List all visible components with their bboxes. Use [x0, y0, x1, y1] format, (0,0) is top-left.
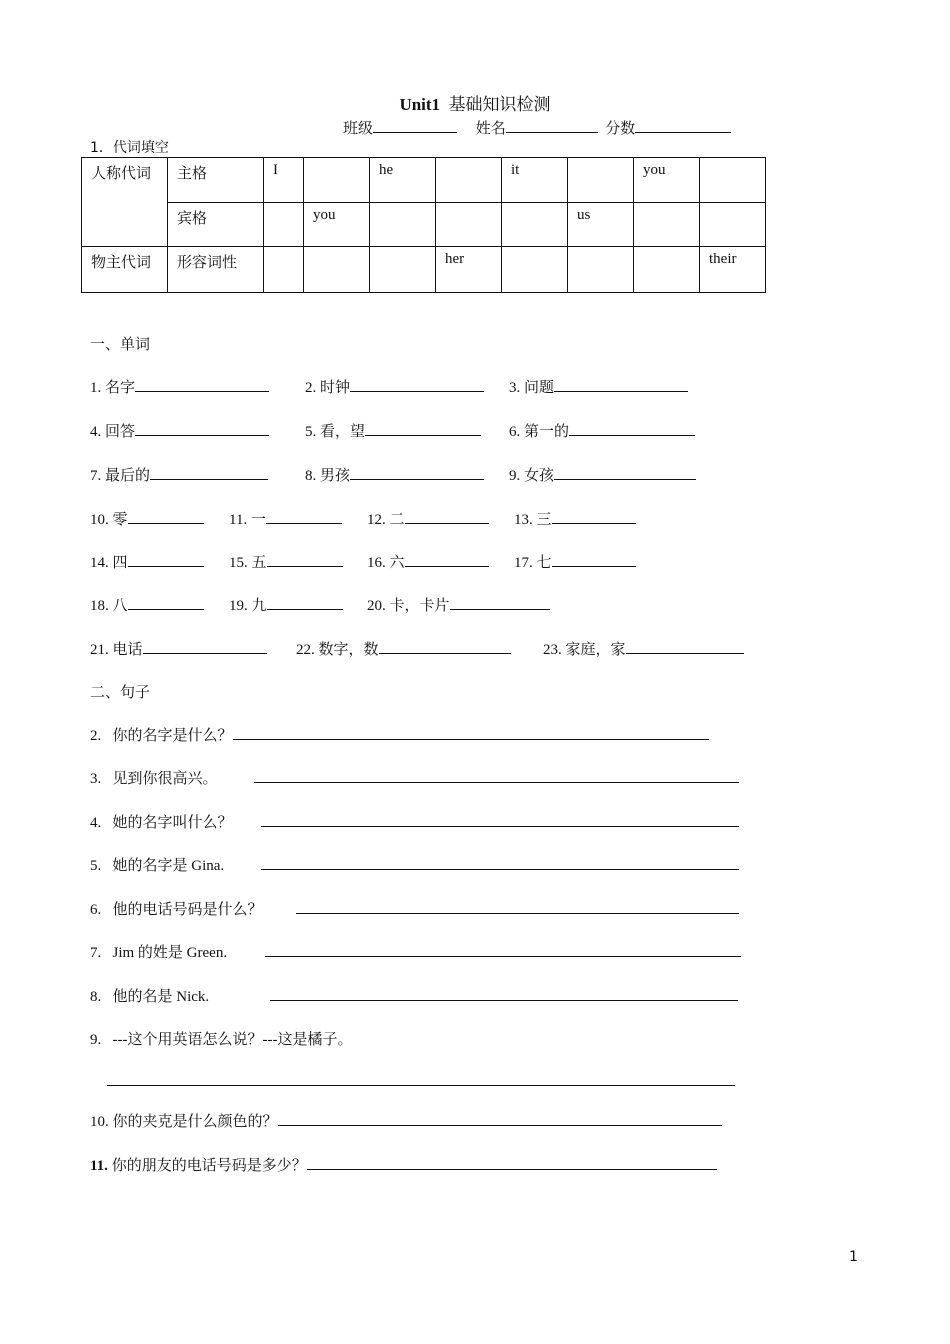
table-row	[82, 158, 766, 203]
sentence-item	[90, 724, 709, 745]
sentence-item	[90, 767, 218, 788]
table-cell[interactable]	[436, 158, 502, 203]
word-prompt: 13. 三	[514, 512, 552, 528]
section-words-title: 一、单词	[90, 337, 151, 353]
word-answer-blank[interactable]	[626, 639, 744, 654]
word-prompt: 17. 七	[514, 555, 552, 571]
student-info-row	[343, 117, 731, 138]
word-answer-blank[interactable]	[267, 595, 343, 610]
word-answer-blank[interactable]	[554, 465, 696, 480]
sentence-answer-blank[interactable]	[296, 913, 739, 914]
sentence-number: 10.	[90, 1114, 109, 1130]
section-pronoun-title: 1．代词填空	[90, 140, 169, 156]
page-title	[0, 90, 950, 115]
word-prompt: 15. 五	[229, 555, 267, 571]
sentence-number: 9.	[90, 1032, 102, 1048]
sentence-number: 6.	[90, 902, 102, 918]
sentence-item	[90, 1028, 352, 1049]
word-answer-blank[interactable]	[128, 552, 204, 567]
sentence-number: 11.	[90, 1158, 108, 1174]
table-cell[interactable]	[700, 158, 766, 203]
sentence-answer-blank[interactable]	[261, 826, 739, 827]
name-field[interactable]	[506, 117, 598, 133]
table-cell: it	[502, 158, 568, 203]
word-item	[229, 551, 343, 572]
word-prompt: 23. 家庭，家	[543, 642, 626, 658]
word-answer-blank[interactable]	[552, 552, 636, 567]
table-cell: you	[634, 158, 700, 203]
table-cell: I	[264, 158, 304, 203]
table-cell[interactable]	[370, 247, 436, 293]
word-item	[90, 508, 204, 529]
word-answer-blank[interactable]	[405, 552, 489, 567]
sentence-answer-blank[interactable]	[233, 725, 709, 740]
sentence-answer-blank[interactable]	[265, 956, 741, 957]
sentence-answer-blank[interactable]	[270, 1000, 738, 1001]
word-prompt: 5. 看，望	[305, 424, 366, 440]
table-cell: 形容词性	[168, 247, 264, 293]
word-item	[514, 551, 636, 572]
word-prompt: 1. 名字	[90, 380, 136, 396]
table-cell: 宾格	[168, 203, 264, 247]
word-answer-blank[interactable]	[379, 639, 511, 654]
word-prompt: 19. 九	[229, 598, 267, 614]
table-row	[82, 203, 766, 247]
sentence-item	[90, 1110, 722, 1131]
sentence-item	[90, 854, 224, 875]
sentence-item	[90, 898, 263, 919]
sentence-number: 5.	[90, 858, 102, 874]
class-label: 班级	[343, 121, 374, 137]
word-item	[509, 420, 695, 441]
word-prompt: 20. 卡，卡片	[367, 598, 450, 614]
word-item	[367, 551, 489, 572]
word-prompt: 18. 八	[90, 598, 128, 614]
word-answer-blank[interactable]	[552, 509, 636, 524]
table-cell[interactable]	[264, 203, 304, 247]
sentence-number: 8.	[90, 989, 102, 1005]
class-field[interactable]	[373, 117, 457, 133]
page-number: 1	[849, 1249, 858, 1265]
word-item	[296, 638, 511, 659]
word-answer-blank[interactable]	[350, 465, 484, 480]
word-answer-blank[interactable]	[267, 552, 343, 567]
section-sentences-title: 二、句子	[90, 685, 151, 701]
sentence-prompt: 见到你很高兴。	[112, 771, 218, 787]
word-item	[543, 638, 744, 659]
score-field[interactable]	[635, 117, 731, 133]
word-prompt: 4. 回答	[90, 424, 136, 440]
word-prompt: 16. 六	[367, 555, 405, 571]
table-cell: he	[370, 158, 436, 203]
sentence-item	[90, 941, 227, 962]
word-item	[90, 420, 269, 441]
sentence-prompt: 你的名字是什么？	[112, 728, 233, 744]
name-label: 姓名	[475, 121, 506, 137]
word-answer-blank[interactable]	[450, 595, 550, 610]
sentence-answer-blank[interactable]	[107, 1085, 735, 1086]
word-answer-blank[interactable]	[266, 509, 342, 524]
sentence-prompt: 你的夹克是什么颜色的？	[112, 1114, 278, 1130]
word-prompt: 9. 女孩	[509, 468, 555, 484]
word-answer-blank[interactable]	[135, 377, 269, 392]
word-answer-blank[interactable]	[569, 421, 695, 436]
word-answer-blank[interactable]	[150, 465, 268, 480]
word-prompt: 22. 数字，数	[296, 642, 379, 658]
table-cell[interactable]	[304, 247, 370, 293]
sentence-number: 4.	[90, 815, 102, 831]
title-text: 基础知识检测	[448, 95, 551, 114]
word-answer-blank[interactable]	[143, 639, 267, 654]
sentence-prompt: 她的名字是 Gina.	[112, 858, 225, 874]
word-prompt: 7. 最后的	[90, 468, 151, 484]
word-prompt: 14. 四	[90, 555, 128, 571]
table-cell[interactable]	[568, 247, 634, 293]
table-cell[interactable]	[502, 247, 568, 293]
word-item	[367, 508, 489, 529]
title-unit: Unit1	[399, 95, 441, 114]
sentence-answer-blank[interactable]	[307, 1155, 717, 1170]
word-item	[305, 420, 481, 441]
sentence-prompt: ---这个用英语怎么说？---这是橘子。	[112, 1032, 353, 1048]
table-cell[interactable]	[436, 203, 502, 247]
word-item	[90, 638, 267, 659]
score-label: 分数	[605, 121, 636, 137]
table-cell: you	[304, 203, 370, 247]
word-answer-blank[interactable]	[128, 595, 204, 610]
table-cell: their	[700, 247, 766, 293]
sentence-prompt: 他的名是 Nick.	[112, 989, 210, 1005]
table-cell: us	[568, 203, 634, 247]
word-prompt: 11. 一	[229, 512, 266, 528]
sentence-number: 3.	[90, 771, 102, 787]
word-prompt: 12. 二	[367, 512, 405, 528]
table-cell[interactable]	[264, 247, 304, 293]
sentence-number: 7.	[90, 945, 102, 961]
table-cell: 主格	[168, 158, 264, 203]
word-item	[90, 594, 204, 615]
table-cell: her	[436, 247, 502, 293]
word-item	[90, 376, 269, 397]
table-row	[82, 247, 766, 293]
word-answer-blank[interactable]	[405, 509, 489, 524]
table-cell[interactable]	[304, 158, 370, 203]
sentence-prompt: Jim 的姓是 Green.	[112, 945, 228, 961]
table-cell[interactable]	[370, 203, 436, 247]
sentence-number: 2.	[90, 728, 102, 744]
table-cell: 人称代词	[82, 158, 168, 247]
sentence-item	[90, 1154, 717, 1175]
word-item	[229, 508, 342, 529]
table-cell[interactable]	[634, 247, 700, 293]
table-cell[interactable]	[568, 158, 634, 203]
word-item	[90, 464, 268, 485]
word-prompt: 8. 男孩	[305, 468, 351, 484]
word-answer-blank[interactable]	[128, 509, 204, 524]
word-item	[90, 551, 204, 572]
word-answer-blank[interactable]	[135, 421, 269, 436]
sentence-prompt: 他的电话号码是什么？	[112, 902, 263, 918]
word-item	[305, 464, 484, 485]
word-answer-blank[interactable]	[350, 377, 484, 392]
table-cell[interactable]	[502, 203, 568, 247]
table-cell: 物主代词	[82, 247, 168, 293]
table-cell[interactable]	[700, 203, 766, 247]
word-answer-blank[interactable]	[554, 377, 688, 392]
word-item	[367, 594, 550, 615]
word-item	[305, 376, 484, 397]
sentence-answer-blank[interactable]	[254, 782, 739, 783]
sentence-item	[90, 811, 233, 832]
word-prompt: 3. 问题	[509, 380, 555, 396]
word-item	[514, 508, 636, 529]
word-item	[229, 594, 343, 615]
sentence-answer-blank[interactable]	[278, 1111, 722, 1126]
sentence-prompt: 她的名字叫什么？	[112, 815, 233, 831]
word-prompt: 10. 零	[90, 512, 128, 528]
word-prompt: 2. 时钟	[305, 380, 351, 396]
word-item	[509, 376, 688, 397]
sentence-answer-blank[interactable]	[261, 869, 739, 870]
word-item	[509, 464, 696, 485]
word-answer-blank[interactable]	[365, 421, 481, 436]
sentence-item	[90, 985, 209, 1006]
sentence-prompt: 你的朋友的电话号码是多少？	[111, 1158, 307, 1174]
word-prompt: 6. 第一的	[509, 424, 570, 440]
table-cell[interactable]	[634, 203, 700, 247]
word-prompt: 21. 电话	[90, 642, 143, 658]
pronoun-table	[81, 157, 766, 293]
